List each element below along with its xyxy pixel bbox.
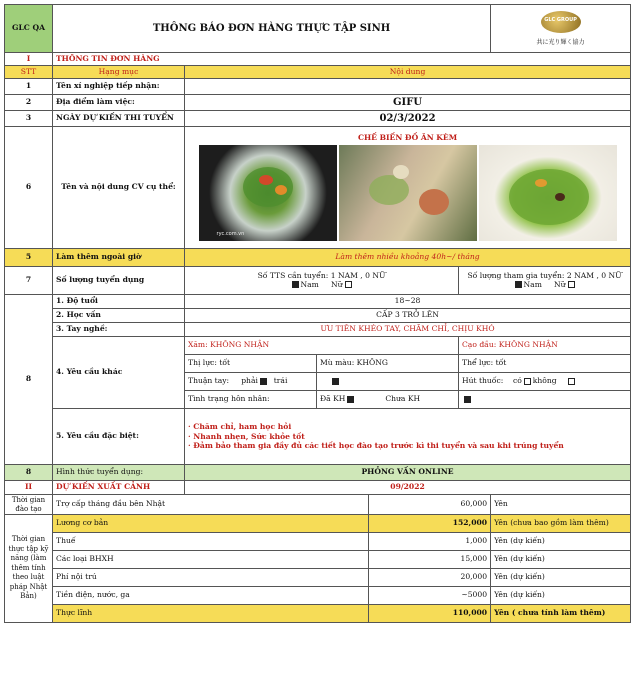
checkbox-hand-left bbox=[332, 378, 339, 385]
special-req-label: 5. Yêu cầu đặc biệt: bbox=[53, 409, 185, 465]
packed-food-photo bbox=[339, 145, 477, 241]
recruit-method-label: Hình thức tuyển dụng: bbox=[53, 465, 185, 481]
net-pay-label: Thực lĩnh bbox=[53, 605, 369, 623]
salary-item-note: Yên (chưa bao gồm làm thêm) bbox=[491, 515, 631, 533]
page-title: THÔNG BÁO ĐƠN HÀNG THỰC TẬP SINH bbox=[53, 5, 491, 53]
age-label: 1. Độ tuổi bbox=[53, 295, 185, 309]
training-allowance-label: Trợ cấp tháng đầu bên Nhật bbox=[53, 495, 369, 515]
checkbox-participant-male bbox=[515, 281, 522, 288]
internship-period-label: Thời gian thực tập kỹ năng (làm thêm tính theo luật pháp Nhật Bản) bbox=[5, 515, 53, 623]
salary-item-note: Yên (dự kiến) bbox=[491, 569, 631, 587]
row-1-label: Tên xí nghiệp tiếp nhận: bbox=[53, 79, 185, 95]
checkbox-single bbox=[464, 396, 471, 403]
col-item: Hạng mục bbox=[53, 66, 185, 79]
recruit-method-value: PHỎNG VẤN ONLINE bbox=[185, 465, 631, 481]
participant-count: Số lượng tham gia tuyển: 2 NAM , 0 NỮ bbox=[467, 270, 622, 280]
training-allowance-note: Yên bbox=[491, 495, 631, 515]
marital-label: Tình trạng hôn nhân: bbox=[185, 391, 317, 409]
row-1-number: 1 bbox=[5, 79, 53, 95]
row-8b-number: 8 bbox=[5, 465, 53, 481]
special-req-list bbox=[185, 409, 631, 465]
single-label: Chưa KH bbox=[385, 394, 421, 404]
special-req-item: · Chăm chỉ, ham học hỏi bbox=[188, 421, 292, 431]
skill-value: ƯU TIÊN KHÉO TAY, CHĂM CHỈ, CHỊU KHÓ bbox=[185, 323, 631, 337]
logo-text: GLC GROUP bbox=[544, 16, 577, 23]
checkbox-male bbox=[292, 281, 299, 288]
job-photos bbox=[185, 145, 630, 241]
col-content: Nội dung bbox=[185, 66, 631, 79]
section-2-number: II bbox=[5, 481, 53, 495]
salary-item-label: Các loại BHXH bbox=[53, 551, 369, 569]
header-left-label: GLC QA bbox=[5, 5, 53, 53]
job-content-cell bbox=[185, 127, 631, 249]
row-2-label: Địa điểm làm việc: bbox=[53, 95, 185, 111]
row-2-value: GIFU bbox=[185, 95, 631, 111]
row-7-label: Số lượng tuyển dụng bbox=[53, 267, 185, 295]
checkbox-married bbox=[347, 396, 354, 403]
salary-item-amount: 1,000 bbox=[369, 533, 491, 551]
logo-tagline: 共に光り輝く協力 bbox=[536, 38, 585, 46]
checkbox-hand-right bbox=[260, 378, 267, 385]
net-pay-amount: 110,000 bbox=[369, 605, 491, 623]
label-female: Nữ bbox=[330, 279, 343, 289]
salary-item-amount: 20,000 bbox=[369, 569, 491, 587]
recruit-count-cell bbox=[185, 267, 459, 295]
participant-count-cell bbox=[459, 267, 631, 295]
tattoo-req: Xăm: KHÔNG NHẬN bbox=[185, 337, 459, 355]
salary-item-note: Yên (dự kiến) bbox=[491, 587, 631, 605]
label-male: Nam bbox=[300, 279, 319, 289]
married-cell bbox=[317, 391, 459, 409]
salary-item-label: Tiền điện, nước, ga bbox=[53, 587, 369, 605]
education-label: 2. Học vấn bbox=[53, 309, 185, 323]
row-5-number: 5 bbox=[5, 249, 53, 267]
salary-item-note: Yên (dự kiến) bbox=[491, 551, 631, 569]
row-3-value: 02/3/2022 bbox=[185, 111, 631, 127]
section-1-number: I bbox=[5, 53, 53, 66]
checkbox-participant-female bbox=[568, 281, 575, 288]
fitness-req: Thể lực: tốt bbox=[459, 355, 631, 373]
checkbox-female bbox=[345, 281, 352, 288]
salary-item-label: Lương cơ bản bbox=[53, 515, 369, 533]
salary-item-amount: 15,000 bbox=[369, 551, 491, 569]
hand-left-label: trái bbox=[273, 376, 288, 386]
colorblind-req: Mù màu: KHÔNG bbox=[317, 355, 459, 373]
logo bbox=[491, 5, 631, 53]
salary-item-label: Thuế bbox=[53, 533, 369, 551]
age-value: 18~28 bbox=[185, 295, 631, 309]
training-period-label: Thời gian đào tạo bbox=[5, 495, 53, 515]
handedness-label: Thuận tay: bbox=[188, 376, 230, 386]
special-req-item: · Nhanh nhẹn, Sức khỏe tốt bbox=[188, 431, 305, 441]
eyesight-req: Thị lực: tốt bbox=[185, 355, 317, 373]
salary-item-label: Phí nội trú bbox=[53, 569, 369, 587]
skill-label: 3. Tay nghề: bbox=[53, 323, 185, 337]
overtime-value: Làm thêm nhiều khoảng 40h~/ tháng bbox=[185, 249, 631, 267]
shaved-head-req: Cạo đầu: KHÔNG NHẬN bbox=[459, 337, 631, 355]
checkbox-smoke-no bbox=[568, 378, 575, 385]
net-pay-note: Yên ( chưa tính làm thêm) bbox=[491, 605, 631, 623]
row-3-number: 3 bbox=[5, 111, 53, 127]
label-participant-male: Nam bbox=[523, 279, 542, 289]
special-req-item: · Đảm bảo tham gia đầy đủ các tiết học đào tạo trước kì thi tuyển và sau khi trúng tuyển bbox=[188, 441, 564, 451]
row-2-number: 2 bbox=[5, 95, 53, 111]
row-6-label: Tên và nội dung CV cụ thể: bbox=[53, 127, 185, 249]
photo-caption: ryc.com.vn bbox=[216, 230, 245, 237]
salary-item-note: Yên (dự kiến) bbox=[491, 533, 631, 551]
training-allowance-amount: 60,000 bbox=[369, 495, 491, 515]
smoking-label: Hút thuốc: bbox=[462, 376, 504, 386]
handedness-cell bbox=[185, 373, 317, 391]
row-3-label: NGÀY DỰ KIẾN THI TUYỂN bbox=[53, 111, 185, 127]
order-table bbox=[4, 4, 631, 623]
single-cell bbox=[459, 391, 631, 409]
departure-date: 09/2022 bbox=[185, 481, 631, 495]
education-value: CẤP 3 TRỞ LÊN bbox=[185, 309, 631, 323]
row-5-label: Làm thêm ngoài giờ bbox=[53, 249, 185, 267]
hand-left-cell bbox=[317, 373, 459, 391]
row-8-number: 8 bbox=[5, 295, 53, 465]
job-title: CHẾ BIẾN ĐỒ ĂN KÈM bbox=[357, 132, 458, 142]
row-6-number: 6 bbox=[5, 127, 53, 249]
checkbox-smoke-yes bbox=[524, 378, 531, 385]
salad-cup-photo bbox=[199, 145, 337, 241]
col-stt: STT bbox=[5, 66, 53, 79]
married-label: Đã KH bbox=[320, 394, 346, 404]
other-req-label: 4. Yêu cầu khác bbox=[53, 337, 185, 409]
label-participant-female: Nữ bbox=[553, 279, 566, 289]
smoke-yes-label: có bbox=[512, 376, 522, 386]
smoke-no-label: không bbox=[532, 376, 557, 386]
smoking-cell bbox=[459, 373, 631, 391]
row-7-number: 7 bbox=[5, 267, 53, 295]
section-2-title: DỰ KIẾN XUẤT CẢNH bbox=[53, 481, 185, 495]
salad-bowl-photo bbox=[479, 145, 617, 241]
salary-item-amount: ~5000 bbox=[369, 587, 491, 605]
recruit-count: Số TTS cần tuyển: 1 NAM , 0 NỮ bbox=[257, 270, 386, 280]
hand-right-label: phải bbox=[241, 376, 258, 386]
section-1-title: THÔNG TIN ĐƠN HÀNG bbox=[53, 53, 631, 66]
salary-item-amount: 152,000 bbox=[369, 515, 491, 533]
row-1-value bbox=[185, 79, 631, 95]
